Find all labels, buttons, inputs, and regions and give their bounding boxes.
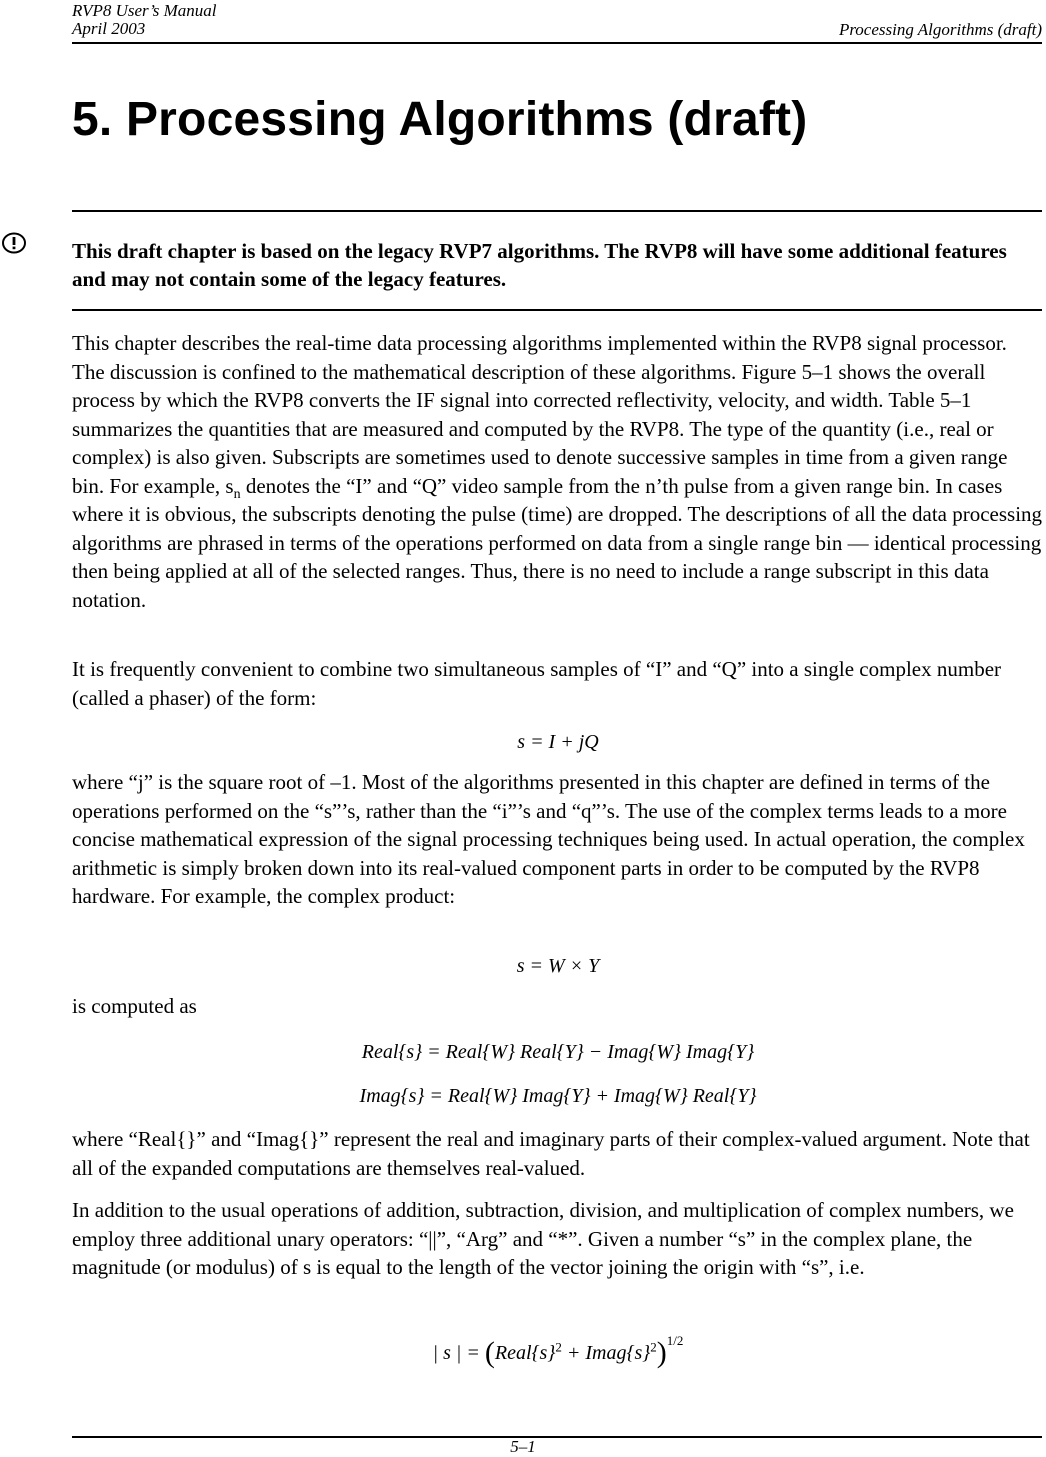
magnitude-imag-term: + Imag{s} [561,1342,651,1364]
subscript-n: n [233,486,241,502]
real-part-equation: Real{s} = Real{W} Real{Y} − Imag{W} Imag{Y} [361,1041,755,1063]
open-paren: ( [484,1336,495,1369]
draft-note: This draft chapter is based on the legacy RVP7 algorithms. The RVP8 will have some additional features and may not contain some of the legacy features. [72,239,1007,291]
running-header-left [72,2,217,38]
intro-paragraph [72,329,1044,614]
magnitude-power: 1/2 [666,1333,684,1348]
phaser-paragraph: It is frequently convenient to combine two simultaneous samples of “I” and “Q” into a single complex number (called a phaser) of the form: [72,657,1002,710]
magnitude-real-term: Real{s} [494,1342,556,1364]
note-top-rule [72,210,1042,212]
intro-text: This chapter describes the real-time data processing algorithms implemented within the RVP8 signal processor. The discussion is confined to the mathematical description of these algorithms. Figure 5–1 shows the overall process by which the RVP8 converts the IF signal into corrected reflectivity, velocity, and width. Table 5–1 summarizes the quantities that are measured and computed by the RVP8. The type of the quantity (i.e., real or complex) is also given. Subscripts are sometimes used to denote successive samples in time from a given range bin. For example, s [72,331,1008,498]
magnitude-lhs: | s | = [432,1342,480,1364]
imag-part-equation: Imag{s} = Real{W} Imag{Y} + Imag{W} Real{Y} [359,1085,757,1107]
warning-exclamation-icon [2,232,26,254]
running-header-section: Processing Algorithms (draft) [838,20,1042,39]
page-number: 5–1 [510,1437,536,1456]
intro-text-tail: denotes the “I” and “Q” video sample from the n’th pulse from a given range bin. In cases where it is obvious, the subscripts denoting the pulse (time) are dropped. The descriptions of all the data processing algorithms are phrased in terms of the operations performed on data from a single range bin — identical processing then being applied at all of the selected ranges. Thus, there is no need to include a range subscript in this data notation. [72,473,1043,612]
manual-title: RVP8 User’s Manual [72,1,217,20]
unary-operators-paragraph: In addition to the usual operations of addition, subtraction, division, and multiplication of complex numbers, we employ three additional unary operators: “||”, “Arg” and “*”. Given a number “s” in the complex plane, the magnitude (or modulus) of s is equal to the length of the vector joining the origin with “s”, i.e. [72,1198,1014,1279]
magnitude-real-exponent: 2 [555,1339,562,1355]
note-bottom-rule [72,309,1042,311]
manual-date: April 2003 [72,19,146,38]
magnitude-equation [72,1333,1044,1369]
complex-terms-paragraph: where “j” is the square root of –1. Most of the algorithms presented in this chapter are defined in terms of the operations performed on the “s”’s, rather than the “i”’s and “q”’s. The use of the complex terms leads to a more concise mathematical expression of the signal processing techniques being used. In actual operation, the complex arithmetic is simply broken down into its real-valued component parts in order to be computed by the RVP8 hardware. For example, the complex product: [72,770,1025,908]
magnitude-imag-exponent: 2 [650,1339,657,1355]
product-equation: s = W × Y [516,955,600,977]
close-paren: ) [656,1336,667,1369]
header-rule [72,42,1042,44]
chapter-title: 5. Processing Algorithms (draft) [72,93,808,146]
computed-as-paragraph: is computed as [72,994,197,1018]
phaser-equation: s = I + jQ [517,731,599,753]
real-imag-paragraph: where “Real{}” and “Imag{}” represent the real and imaginary parts of their complex-valued argument. Note that all of the expanded computations are themselves real-valued. [72,1127,1030,1180]
